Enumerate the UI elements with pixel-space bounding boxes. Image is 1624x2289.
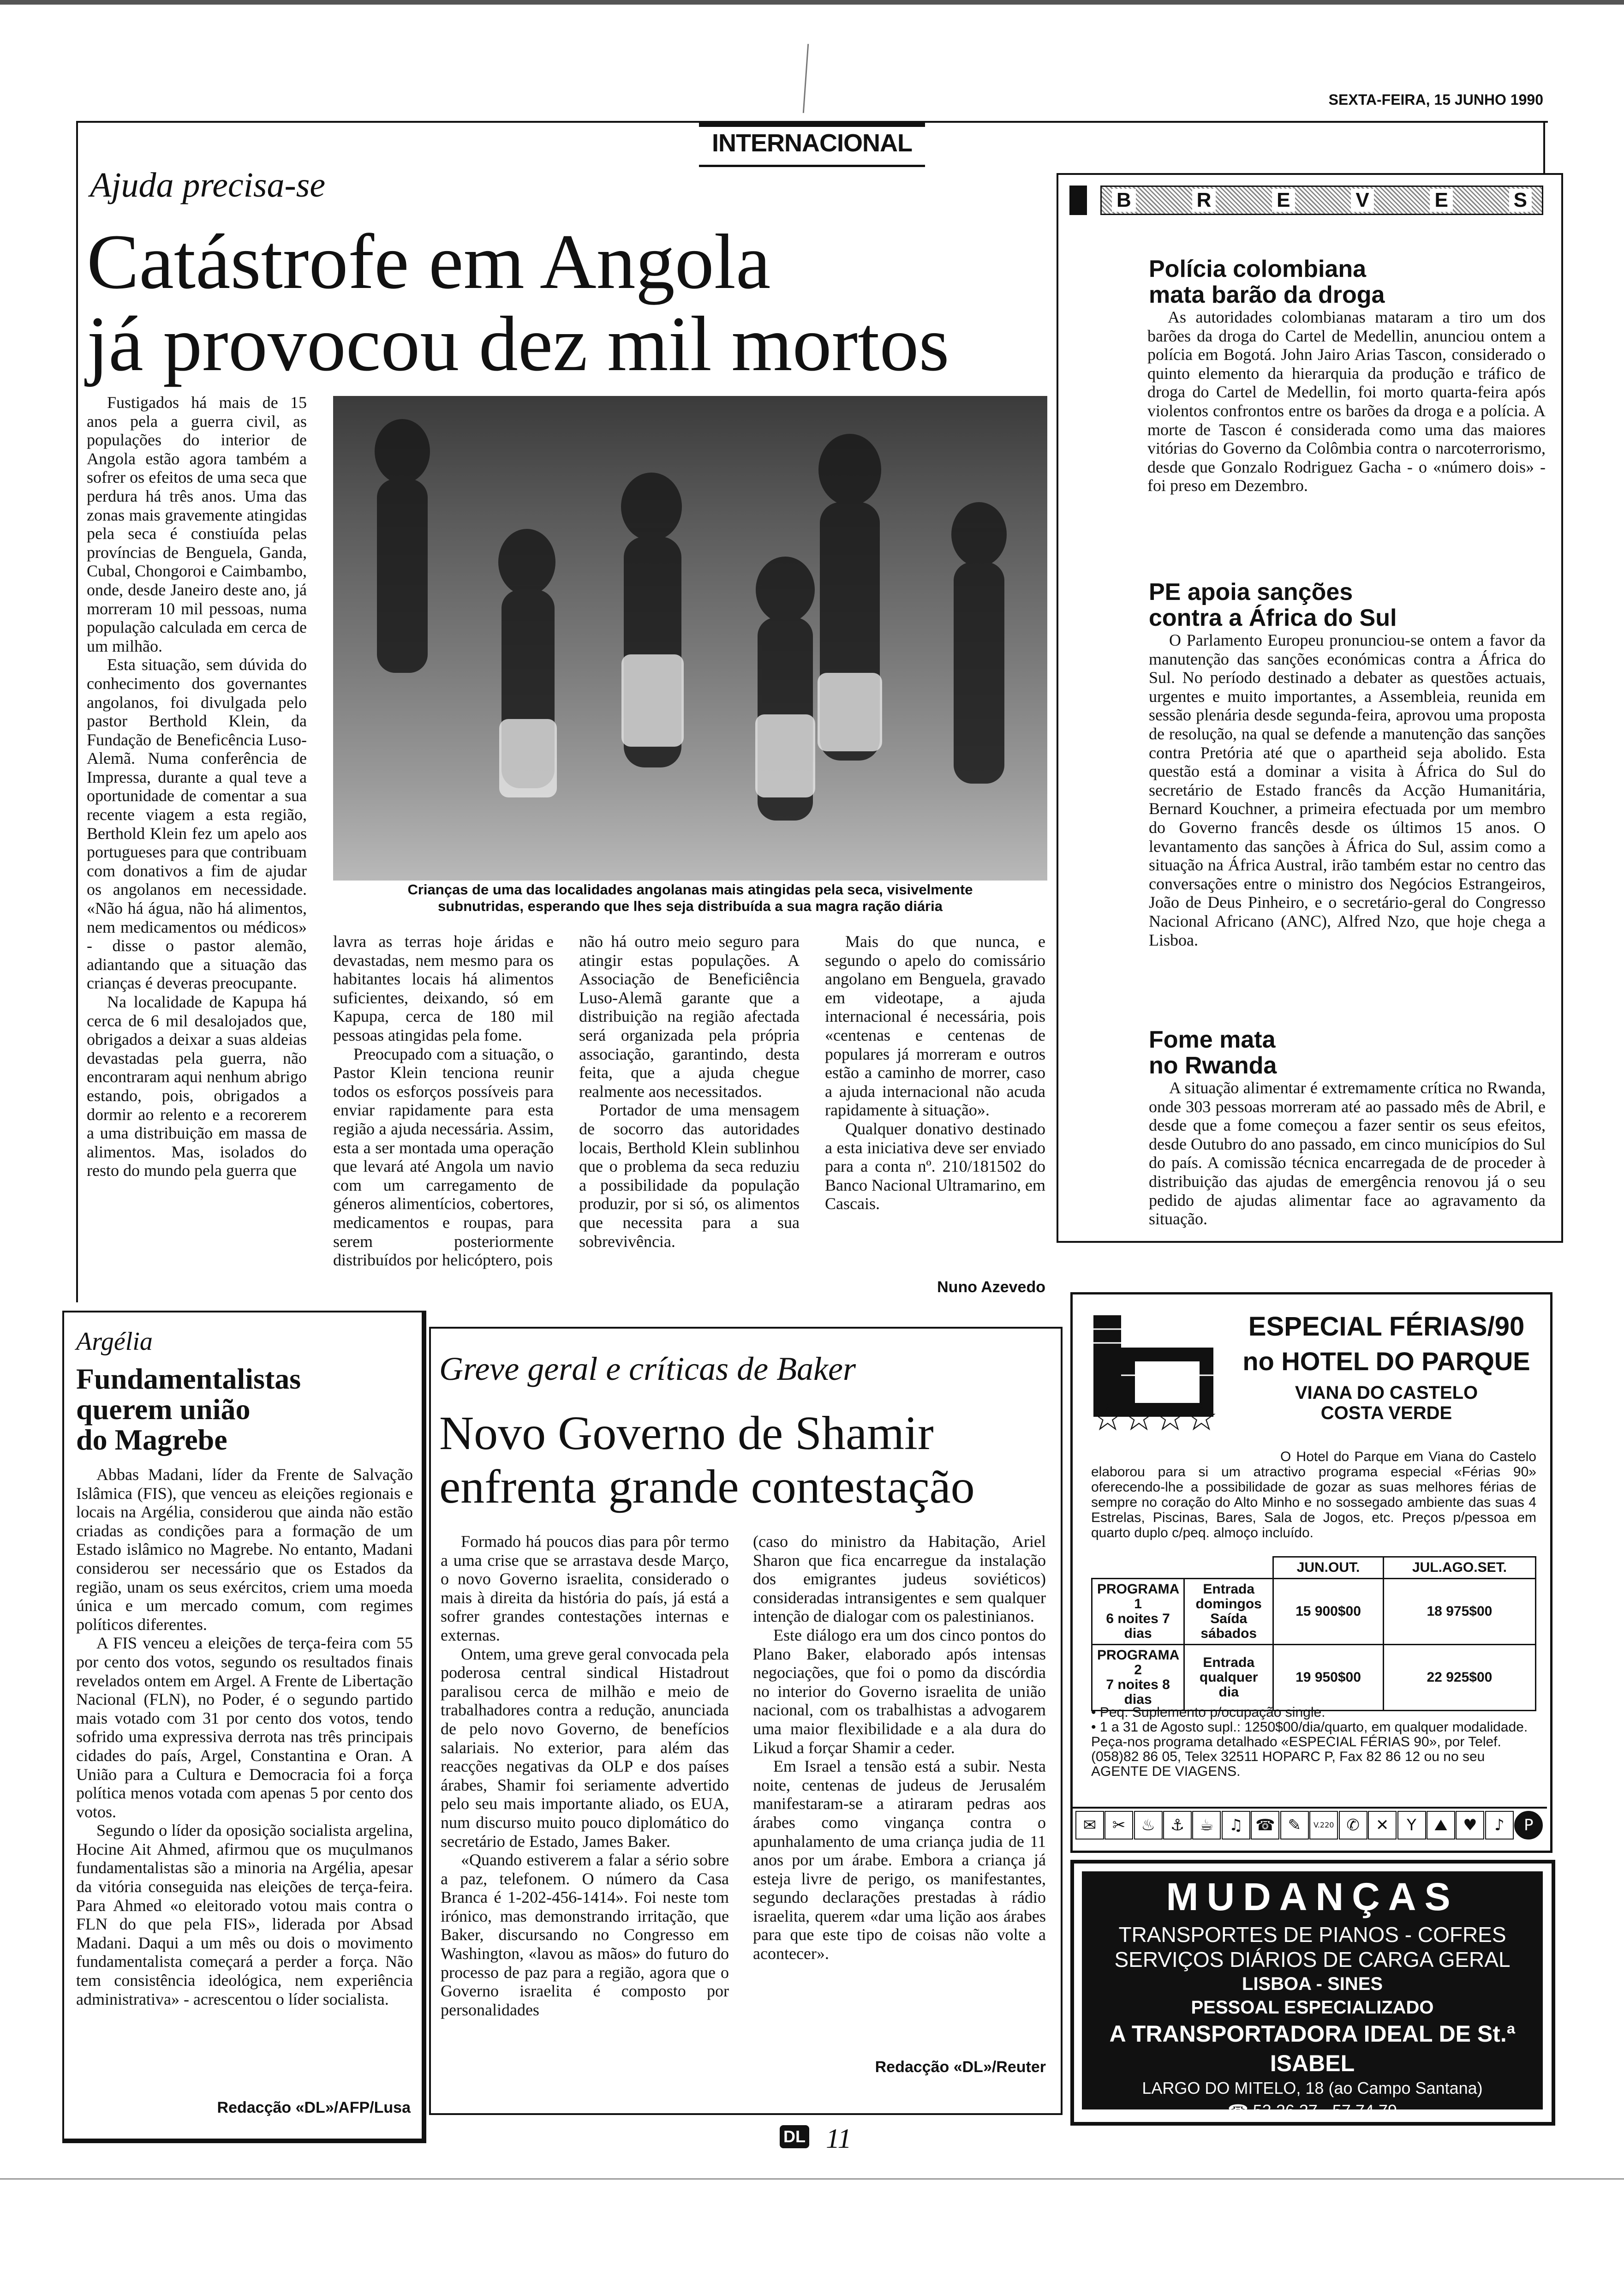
paragraph: Em Israel a tensão está a subir. Nesta noite, centenas de judeus de Jerusalém manifestaram-se a atiraram pedras aos árabes como vingança contra o apunhalamento de uma criança judia de 11 anos por um árabe. Embora a criança já esteja livre de perigo, os manifestantes, segundo declarações prestadas à rádio israelita, querem «dar uma lição aos árabes para que este tipo de coisas não volte a acontecer». xyxy=(753,1757,1046,1963)
section-label: INTERNACIONAL xyxy=(699,121,925,167)
hotel-price-table xyxy=(1091,1556,1536,1711)
price-cell: 18 975$00 xyxy=(1383,1579,1535,1645)
shamir-col-2 xyxy=(753,1532,1046,1963)
main-col-1 xyxy=(87,393,307,1180)
shamir-title-line2: enfrenta grande contestação xyxy=(439,1460,975,1513)
scan-top-edge xyxy=(0,0,1624,5)
hotel-heading xyxy=(1236,1311,1536,1423)
breves-letter: B xyxy=(1112,189,1136,212)
program-name: PROGRAMA 1 xyxy=(1097,1582,1180,1612)
amenity-icon: P xyxy=(1514,1811,1543,1840)
breve-title-line1: PE apoia sanções xyxy=(1149,579,1353,605)
amenity-icon: ☎ xyxy=(1251,1811,1279,1840)
breves-letter: V xyxy=(1351,189,1373,212)
amenity-icon: ✕ xyxy=(1368,1811,1397,1840)
paragraph: «Quando estiverem a falar a sério sobre a paz, telefonem. O número da Casa Branca é 1-202-456-1414». Foi neste tom irónico, mas demonstrando irritação, que Baker, discursando no Congresso em Washington, «lavou as mãos» do futuro do processo de paz para a região, agora que o Governo israelita é composto por personalidades xyxy=(441,1851,729,2019)
breve-title-line2: mata barão da droga xyxy=(1149,282,1385,308)
paragraph: Formado há poucos dias para pôr termo a uma crise que se arrastava desde Março, o novo Governo israelita, considerado o mais à direita da história do país, já está a sofrer grandes contestações internas e externas. xyxy=(441,1532,729,1644)
paragraph: Abbas Madani, líder da Frente de Salvação Islâmica (FIS), que venceu as eleições regionais e locais na Argélia, considerou que ainda não estão criadas as condições para a formação de um Estado islâmico no Magrebe. No entanto, Madani considerou ser necessário que os Estados da região, unam os seus exércitos, criem uma moeda única e um mercado comum, com regimes políticos diferentes. xyxy=(76,1465,413,1634)
mudancas-line: A TRANSPORTADORA IDEAL DE St.ª ISABEL xyxy=(1109,2021,1516,2076)
amenity-icon: ♥ xyxy=(1456,1811,1484,1840)
mudancas-line: LARGO DO MITELO, 18 (ao Campo Santana) xyxy=(1142,2079,1483,2097)
argelia-title-line2: querem união xyxy=(76,1393,251,1426)
argelia-signature: Redacção «DL»/AFP/Lusa xyxy=(217,2099,411,2116)
scan-mark xyxy=(803,44,809,113)
breve-title-line1: Polícia colombiana xyxy=(1149,256,1367,282)
breve-body xyxy=(1149,631,1546,949)
breves-letter: E xyxy=(1272,189,1295,212)
price-col-header: JUN.OUT. xyxy=(1273,1557,1384,1579)
main-title xyxy=(87,218,949,387)
photo-caption-line2: subnutridas, esperando que lhes seja distribuída a sua magra ração diária xyxy=(438,898,943,914)
hotel-subtitle: no HOTEL DO PARQUE xyxy=(1242,1347,1530,1376)
breve-body xyxy=(1147,308,1546,495)
paragraph: Este diálogo era um dos cinco pontos do Plano Baker, elaborado após intensas negociações, que foi o pomo da discórdia no interior do Governo israelita de união nacional, com os trabalhistas a advogarem uma maior flexibilidade e a ala dura do Likud a forçar Shamir a ceder. xyxy=(753,1625,1046,1757)
shamir-kicker: Greve geral e críticas de Baker xyxy=(439,1350,856,1387)
amenity-icon: ♫ xyxy=(1222,1811,1250,1840)
mudancas-line: TRANSPORTES DE PIANOS - COFRES xyxy=(1118,1923,1506,1947)
page-number: 11 xyxy=(826,2123,852,2154)
amenity-icon: Y xyxy=(1397,1811,1426,1840)
breve-title xyxy=(1149,579,1546,631)
children-silhouettes xyxy=(333,396,1047,881)
hotel-title: ESPECIAL FÉRIAS/90 xyxy=(1248,1312,1525,1342)
paragraph: A FIS venceu a eleições de terça-feira com 55 por cento dos votos, segundo os resultados finais revelados ontem em Argel. A Frente de Libertação Nacional (FLN), no Poder, é o segundo partido mais votado com 31 por cento dos votos, tendo sofrido uma expressiva derrota nas três principais cidades do país, Argel, Constantina e Oran. A União para a Cultura e Democracia foi a força política menos votada com apenas 5 por cento dos votos. xyxy=(76,1634,413,1821)
argelia-body xyxy=(76,1465,413,2008)
paragraph: Na localidade de Kapupa há cerca de 6 mil desalojados que, obrigados a deixar a suas aldeias devastadas pela guerra, não encontraram aqui nenhum abrigo estando, pois, obrigados a dormir ao relento e a recorerem a uma distribuição em massa de alimentos. Mas, isolados do resto do mundo pela guerra que xyxy=(87,993,307,1180)
argelia-title xyxy=(76,1364,301,1455)
breve-2 xyxy=(1149,579,1546,949)
hotel-note: • 1 a 31 de Agosto supl.: 1250$00/dia/quarto, em qualquer modalidade. xyxy=(1091,1720,1528,1735)
hotel-note: Peça-nos programa detalhado «ESPECIAL FÉRIAS 90», por Telef. (058)82 86 05, Telex 32511 HOPARC P, Fax 82 86 12 ou no seu AGENTE DE VIAGENS. xyxy=(1091,1734,1501,1779)
main-col-4 xyxy=(825,932,1045,1213)
footer-logo: DL xyxy=(780,2125,809,2148)
scan-bottom-line xyxy=(0,2178,1624,2180)
hotel-amenities xyxy=(1071,1807,1547,1841)
amenity-icon: ✂ xyxy=(1105,1811,1133,1840)
main-kicker: Ajuda precisa-se xyxy=(90,166,326,204)
amenity-icon: ♪ xyxy=(1485,1811,1514,1840)
argelia-title-line1: Fundamentalistas xyxy=(76,1362,301,1395)
amenity-icon: ♨ xyxy=(1134,1811,1163,1840)
paragraph: Ontem, uma greve geral convocada pela poderosa central sindical Histadrout paralisou cerca de milhão e meio de trabalhadores contra a redução, anunciada de pelo novo Governo, de benefícios salariais. No exterior, para além das reacções negativas da OLP e dos países árabes, Shamir foi seriamente advertido pelo seu mais importante aliado, os EUA, num discurso muito pouco diplomático do secretário de Estado, James Baker. xyxy=(441,1644,729,1851)
mudancas-line: PESSOAL ESPECIALIZADO xyxy=(1191,1997,1434,2018)
table-row xyxy=(1092,1579,1536,1645)
mudancas-title: MUDANÇAS xyxy=(1166,1875,1459,1918)
photo-caption-line1: Crianças de uma das localidades angolanas mais atingidas pela seca, visivelmente xyxy=(407,881,973,898)
hotel-location-2: COSTA VERDE xyxy=(1320,1403,1452,1423)
paragraph: Fustigados há mais de 15 anos pela a guerra civil, as populações do interior de Angola estão agora também a sofrer os efeitos de uma seca que perdura há três anos. Uma das zonas mais gravemente atingidas pela seca é constiuída pelas províncias de Benguela, Ganda, Cubal, Chongoroi e Caimbambo, onde, desde Janeiro deste ano, já morreram 10 mil pessoas, numa população calculada em cerca de um milhão. xyxy=(87,393,307,655)
breves-block xyxy=(1069,186,1087,215)
breves-header xyxy=(1100,186,1543,215)
terms-cell: Entrada qualquer dia xyxy=(1184,1645,1273,1711)
breves-letter: E xyxy=(1430,189,1452,212)
shamir-col-1 xyxy=(441,1532,729,2019)
mudancas-line: SERVIÇOS DIÁRIOS DE CARGA GERAL xyxy=(1114,1947,1511,1971)
amenity-icon: ✆ xyxy=(1339,1811,1367,1840)
amenity-icon: ⚓ xyxy=(1163,1811,1192,1840)
paragraph: Portador de uma mensagem de socorro das autoridades locais, Berthold Klein sublinhou que o problema da seca reduziu a possibilidade da população produzir, por si só, os alimentos que necessita para a sua sobrevivência. xyxy=(579,1101,800,1251)
table-row xyxy=(1092,1645,1536,1711)
mudancas-line: LISBOA - SINES xyxy=(1242,1974,1383,1994)
breve-3 xyxy=(1149,1027,1546,1228)
terms-cell: Entrada domingos Saída sábados xyxy=(1184,1579,1273,1645)
main-title-line2: já provocou dez mil mortos xyxy=(87,300,949,387)
hotel-stars: ☆☆☆☆ xyxy=(1091,1396,1216,1439)
breve-title xyxy=(1149,1027,1546,1079)
breves-letter: S xyxy=(1509,189,1532,212)
shamir-title-line1: Novo Governo de Shamir xyxy=(439,1407,934,1460)
shamir-title xyxy=(439,1407,975,1514)
paragraph: (caso do ministro da Habitação, Ariel Sharon que fica encarregue da instalação dos emigrantes judeus soviéticos) consideradas intransigentes e sem qualquer intenção de dialogar com os palestinianos. xyxy=(753,1532,1046,1626)
paragraph: Segundo o líder da oposição socialista argelina, Hocine Ait Ahmed, afirmou que os muçulmanos fundamentalistas são a minoria na Argélia, apesar da vitória conseguida nas eleições de terça-feira. Para Ahmed «o eleitorado votou mais contra o FLN do que pela FIS», liderada por Absad Madani. Daqui a um mês ou dois o movimento fundamentalista começará a perder a força. Não tem consistência ideológica, nem experiência administrativa» - acrescentou o líder socialista. xyxy=(76,1821,413,2008)
program-cell xyxy=(1092,1645,1184,1711)
argelia-title-line3: do Magrebe xyxy=(76,1423,227,1456)
paragraph: Preocupado com a situação, o Pastor Klein tenciona reunir todos os esforços possíveis para enviar rapidamente para esta região a ajuda necessária. Assim, esta a ser montada uma operação que levará até Angola um navio com um carregamento de géneros alimentícios, cobertores, medicamentos e roupas, para serem posteriormente distribuídos por helicóptero, pois xyxy=(333,1044,554,1270)
amenity-icon: ✎ xyxy=(1280,1811,1309,1840)
hotel-note: • Peq. Suplemento p/ocupação single. xyxy=(1091,1705,1325,1720)
paragraph: lavra as terras hoje áridas e devastadas, nem mesmo para os habitantes locais há alimentos suficientes, deixando, só em Kapupa, cerca de 180 mil pessoas atingidas pela fome. xyxy=(333,932,554,1044)
shamir-signature: Redacção «DL»/Reuter xyxy=(875,2058,1046,2076)
price-col-header: JUL.AGO.SET. xyxy=(1383,1557,1535,1579)
hotel-notes xyxy=(1091,1705,1536,1779)
paragraph: Esta situação, sem dúvida do conhecimento dos governantes angolanos, foi divulgada pelo pastor Berthold Klein, da Fundação de Beneficência Luso-Alemã. Numa conferência de Impressa, durante a qual teve a oportunidade de comentar a sua recente viagem a esta região, Berthold Klein fez um apelo aos portugueses para que contribuam com donativos a fim de ajudar os angolanos em necessidade. «Não há água, não há alimentos, nem medicamentos ou médicos» - disse o pastor alemão, adiantando que a situação das crianças é deveras preocupante. xyxy=(87,655,307,993)
paragraph: Mais do que nunca, e segundo o apelo do comissário angolano em Benguela, gravado em videotape, a ajuda internacional é necessária, pois «centenas e centenas de populares já morreram e outros estão a caminho de morrer, caso a ajuda internacional não acuda rapidamente à situação». xyxy=(825,932,1045,1120)
header-date: SEXTA-FEIRA, 15 JUNHO 1990 xyxy=(1328,91,1543,108)
mudancas-phone: ☎ 53 26 37 - 57 74 79 xyxy=(1227,2101,1397,2120)
amenity-icon: ⛰ xyxy=(1427,1811,1455,1840)
paragraph: não há outro meio seguro para atingir estas populações. A Associação de Beneficiência Luso-Alemã garante que a distribuição na região afectada será organizada pela própria associação, garantindo, desta feita, que a ajuda chegue realmente aos necessitados. xyxy=(579,932,800,1101)
paragraph: As autoridades colombianas mataram a tiro um dos barões da droga do Cartel de Medellin, anunciou ontem a polícia em Bogotá. John Jairo Arias Tascon, considerado o quinto elemento da hierarquia da produção e tráfico de droga do Cartel de Medellin, foi morto quarta-feira após violentos confrontos entre os barões da droga e a polícia. A morte de Tascon é considerada como uma das maiores vitórias do Governo da Colômbia contra o narcoterrorismo, desde que Gonzalo Rodriguez Gacha - o «número dois» - foi preso em Dezembro. xyxy=(1147,308,1546,495)
breves-letter: R xyxy=(1192,189,1216,212)
price-cell: 15 900$00 xyxy=(1273,1579,1384,1645)
breve-title-line1: Fome mata xyxy=(1149,1026,1276,1053)
main-title-line1: Catástrofe em Angola xyxy=(87,218,771,305)
amenity-icon: V.220 xyxy=(1309,1811,1338,1840)
argelia-kicker: Argélia xyxy=(76,1327,153,1356)
breve-body xyxy=(1149,1079,1546,1228)
paragraph: A situação alimentar é extremamente crítica no Rwanda, onde 303 pessoas morreram até ao passado mês de Abril, e desde que a fome começou a fazer sentir os seus efeitos, desde Outubro do ano passado, em cinco municípios do Sul do país. A comissão técnica encarregada de de proceder à distribuição das ajudas de emergência renovou já o seu pedido de ajudas alimentar face ao agravamento da situação. xyxy=(1149,1079,1546,1228)
main-left-rule xyxy=(76,121,78,1302)
program-duration: 6 noites 7 dias xyxy=(1106,1611,1170,1641)
amenity-icon: ✉ xyxy=(1075,1811,1104,1840)
paragraph: Qualquer donativo destinado a esta iniciativa deve ser enviado para a conta nº. 210/181502 do Banco Nacional Ultramarino, em Cascais. xyxy=(825,1119,1045,1213)
header-right-rule xyxy=(1543,121,1545,174)
breve-title xyxy=(1149,256,1546,308)
program-cell xyxy=(1092,1579,1184,1645)
program-duration: 7 noites 8 dias xyxy=(1106,1677,1170,1707)
breve-1 xyxy=(1149,256,1546,495)
price-cell: 22 925$00 xyxy=(1383,1645,1535,1711)
breve-title-line2: contra a África do Sul xyxy=(1149,605,1397,631)
paragraph: O Parlamento Europeu pronunciou-se ontem a favor da manutenção das sanções económicas contra a África do Sul. No período destinado a debater as questões actuais, urgentes e muito importantes, a Assembleia, reunida em sessão plenária desde segunda-feira, aprovou uma proposta de resolução, na qual se defende a manutenção das sanções contra Pretória até que o apartheid seja abolido. Esta questão está a dominar a visita à África do Sul do secretário de Estado francês da Acção Humanitária, Bernard Kouchner, a primeira efectuada por um membro do Governo francês desde os últimos 15 anos. O levantamento das sanções à África do Sul, assim como a situação na África Austral, irão também estar no centro das conversações entre o ministro dos Negócios Estrangeiros, João de Deus Pinheiro, e o secretário-geral do Congresso Nacional Africano (ANC), Alfred Nzo, que hoje chega a Lisboa. xyxy=(1149,631,1546,949)
hotel-location-1: VIANA DO CASTELO xyxy=(1295,1383,1478,1403)
breve-title-line2: no Rwanda xyxy=(1149,1052,1277,1079)
children-photo xyxy=(333,396,1047,881)
hotel-intro: O Hotel do Parque em Viana do Castelo elaborou para si um atractivo programa especial «Férias 90» oferecendo-lhe a possibilidade de gozar as suas melhores férias de sempre no coração do Alto Minho e no sossegado ambiente das suas 4 Estrelas, Piscinas, Bares, Sala de Jogos, etc. Preços p/pessoa em quarto duplo c/peq. almoço incluído. xyxy=(1091,1449,1536,1540)
photo-caption xyxy=(333,881,1047,915)
main-col-2 xyxy=(333,932,554,1270)
amenity-icon: ☕ xyxy=(1192,1811,1221,1840)
price-cell: 19 950$00 xyxy=(1273,1645,1384,1711)
mudancas-text xyxy=(1082,1871,1543,2123)
main-col-3 xyxy=(579,932,800,1251)
program-name: PROGRAMA 2 xyxy=(1097,1648,1180,1678)
main-signature: Nuno Azevedo xyxy=(937,1278,1045,1296)
